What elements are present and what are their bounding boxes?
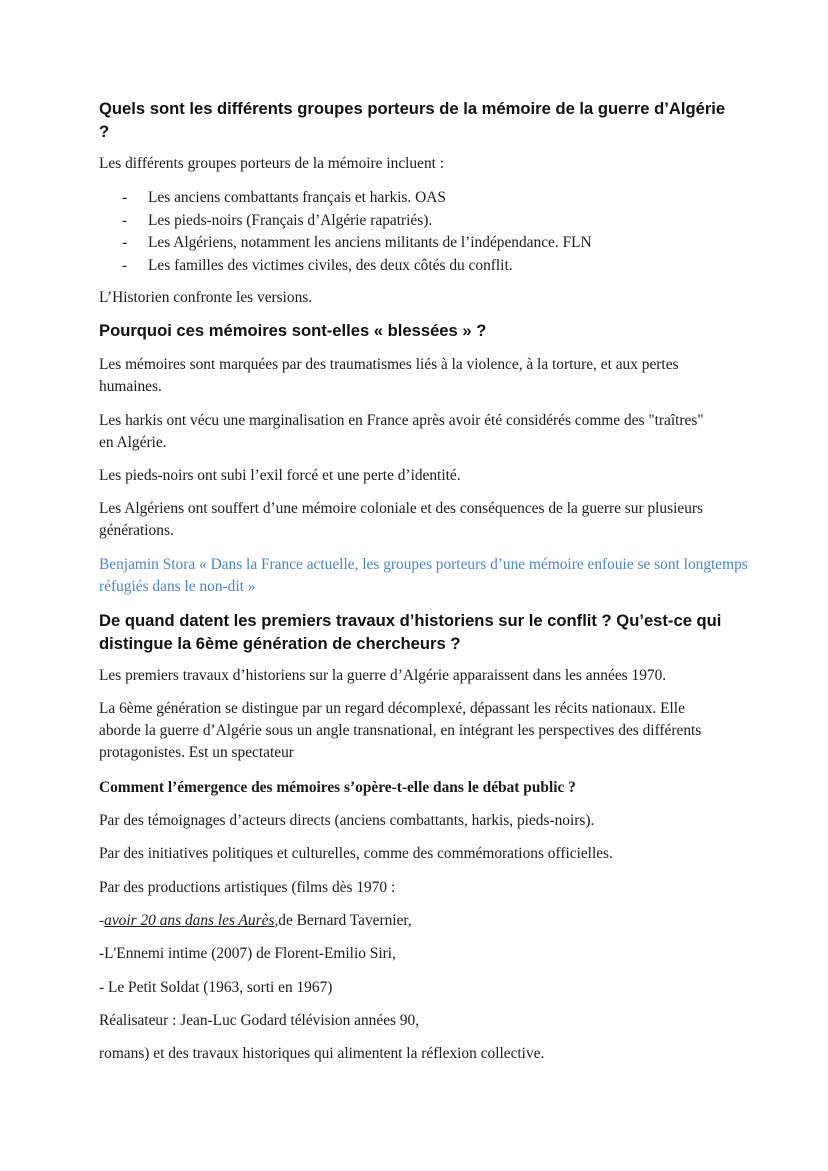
bullet-dash: -: [122, 189, 128, 206]
list-item: [99, 187, 592, 210]
section-2-paragraph: Les Algériens ont souffert d’une mémoire coloniale et des conséquences de la guerre sur plusieurs générations.: [99, 500, 704, 539]
section-1-outro: L’Historien confronte les versions.: [99, 289, 313, 306]
section-4-paragraph: Par des témoignages d’acteurs directs (anciens combattants, harkis, pieds-noirs).: [99, 812, 595, 829]
film-entry: - Le Petit Soldat (1963, sorti en 1967): [99, 979, 333, 996]
list-item-text: Les Algériens, notamment les anciens militants de l’indépendance. FLN: [148, 234, 592, 252]
film-prefix: -: [99, 912, 105, 929]
list-item: [99, 210, 592, 233]
section-3-paragraph: Les premiers travaux d’historiens sur la guerre d’Algérie apparaissent dans les années 1970.: [99, 667, 667, 684]
section-4-paragraph: Par des initiatives politiques et culturelles, comme des commémorations officielles.: [99, 845, 613, 862]
section-4-paragraph: Par des productions artistiques (films dès 1970 :: [99, 879, 396, 896]
section-2-heading: Pourquoi ces mémoires sont-elles « blessées » ?: [99, 321, 487, 340]
section-2-paragraph: Les harkis ont vécu une marginalisation en France après avoir été considérés comme des "traîtres" en Algérie.: [99, 412, 704, 451]
list-item: [99, 232, 592, 255]
list-item: [99, 255, 592, 278]
list-item-text: Les pieds-noirs (Français d’Algérie rapatriés).: [148, 211, 433, 229]
film-title: avoir 20 ans dans les Aurès: [104, 912, 275, 929]
closing-line: romans) et des travaux historiques qui alimentent la réflexion collective.: [99, 1045, 545, 1062]
bullet-dash: -: [122, 211, 128, 229]
groups-list: [99, 187, 592, 278]
section-1-heading: Quels sont les différents groupes porteurs de la mémoire de la guerre d’Algérie ?: [99, 99, 726, 141]
section-2-paragraph: Les mémoires sont marquées par des traumatismes liés à la violence, à la torture, et aux pertes humaines.: [99, 356, 679, 395]
section-4-heading: Comment l’émergence des mémoires s’opère-t-elle dans le débat public ?: [99, 779, 576, 796]
bullet-dash: -: [122, 257, 128, 275]
list-item-text: Les familles des victimes civiles, des deux côtés du conflit.: [148, 257, 513, 275]
film-entry: [99, 910, 412, 932]
bullet-dash: -: [122, 234, 128, 252]
list-item-text: Les anciens combattants français et harkis. OAS: [148, 189, 446, 206]
director-line: Réalisateur : Jean-Luc Godard télévision années 90,: [99, 1012, 420, 1029]
section-2-paragraph: Les pieds-noirs ont subi l’exil forcé et une perte d’identité.: [99, 467, 461, 484]
film-director: ,de Bernard Tavernier,: [274, 912, 412, 929]
film-entry: -L'Ennemi intime (2007) de Florent-Emilio Siri,: [99, 945, 396, 962]
section-3-heading: De quand datent les premiers travaux d’historiens sur le conflit ? Qu’est-ce qui distingue la 6ème génération de chercheurs ?: [99, 611, 722, 653]
section-3-paragraph: La 6ème génération se distingue par un regard décomplexé, dépassant les récits nationaux. Elle aborde la guerre d’Algérie sous un angle transnational, en intégrant les perspectives des différents protagonistes. Est un spectateur: [99, 700, 702, 761]
section-1-intro: Les différents groupes porteurs de la mémoire incluent :: [99, 155, 445, 172]
stora-quote: Benjamin Stora « Dans la France actuelle, les groupes porteurs d’une mémoire enfouie se sont longtemps réfugiés dans le non-dit »: [99, 556, 748, 595]
